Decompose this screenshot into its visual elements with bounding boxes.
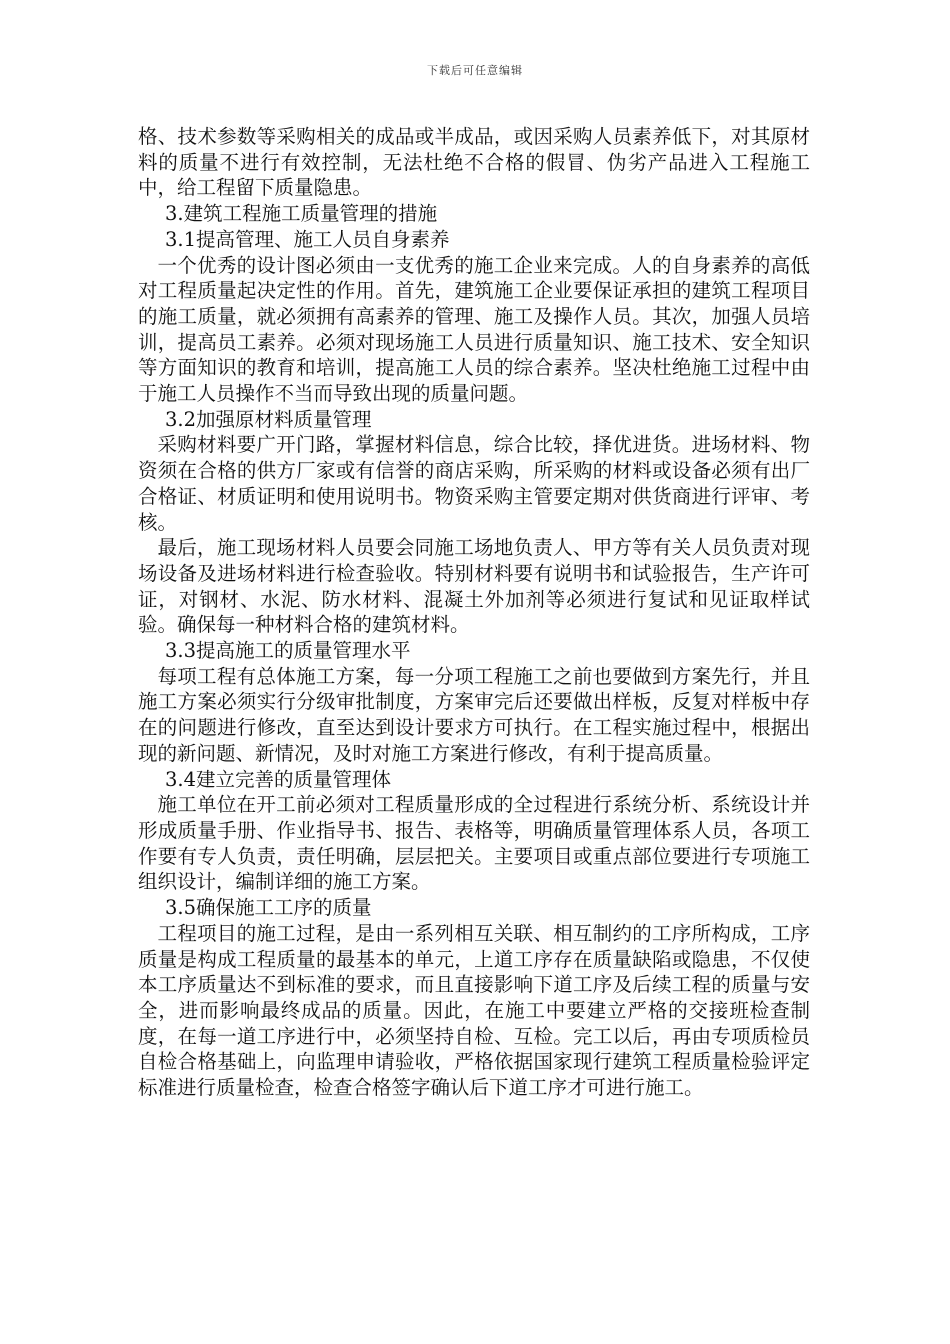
paragraph-3-2-a: 采购材料要广开门路，掌握材料信息，综合比较，择优进货。进场材料、物资须在合格的供方厂家或有信誉的商店采购，所采购的材料或设备必须有出厂合格证、材质证明和使用说明书。物资采购主管要定期对供货商进行评审、考核。 xyxy=(138,433,810,534)
section-heading-3: 3.建筑工程施工质量管理的措施 xyxy=(165,202,438,226)
paragraph-continued: 格、技术参数等采购相关的成品或半成品，或因采购人员素养低下，对其原材料的质量不进行有效控制，无法杜绝不合格的假冒、伪劣产品进入工程施工中，给工程留下质量隐患。 xyxy=(138,125,810,200)
section-heading-3-1: 3.1提高管理、施工人员自身素养 xyxy=(165,227,450,251)
section-heading-3-4: 3.4建立完善的质量管理体 xyxy=(165,767,392,791)
document-body xyxy=(138,124,810,1101)
paragraph-3-4: 施工单位在开工前必须对工程质量形成的全过程进行系统分析、系统设计并形成质量手册、作业指导书、报告、表格等，明确质量管理体系人员，各项工作要有专人负责，责任明确，层层把关。主要项目或重点部位要进行专项施工组织设计，编制详细的施工方案。 xyxy=(138,793,810,894)
paragraph-3-1: 一个优秀的设计图必须由一支优秀的施工企业来完成。人的自身素养的高低对工程质量起决定性的作用。首先，建筑施工企业要保证承担的建筑工程项目的施工质量，就必须拥有高素养的管理、施工及操作人员。其次，加强人员培训，提高员工素养。必须对现场施工人员进行质量知识、施工技术、安全知识等方面知识的教育和培训，提高施工人员的综合素养。坚决杜绝施工过程中由于施工人员操作不当而导致出现的质量问题。 xyxy=(138,253,810,406)
paragraph-3-3: 每项工程有总体施工方案，每一分项工程施工之前也要做到方案先行，并且施工方案必须实行分级审批制度，方案审完后还要做出样板，反复对样板中存在的问题进行修改，直至达到设计要求方可执行。在工程实施过程中，根据出现的新问题、新情况，及时对施工方案进行修改，有利于提高质量。 xyxy=(138,664,810,765)
paragraph-3-5: 工程项目的施工过程，是由一系列相互关联、相互制约的工序所构成，工序质量是构成工程质量的最基本的单元，上道工序存在质量缺陷或隐患，不仅使本工序质量达不到标准的要求，而且直接影响下道工序及后续工程的质量与安全，进而影响最终成品的质量。因此，在施工中要建立严格的交接班检查制度，在每一道工序进行中，必须坚持自检、互检。完工以后，再由专项质检员自检合格基础上，向监理申请验收，严格依据国家现行建筑工程质量检验评定标准进行质量检查，检查合格签字确认后下道工序才可进行施工。 xyxy=(138,921,810,1100)
section-heading-3-2: 3.2加强原材料质量管理 xyxy=(165,407,372,431)
section-heading-3-3: 3.3提高施工的质量管理水平 xyxy=(165,639,411,663)
paragraph-3-2-b: 最后，施工现场材料人员要会同施工场地负责人、甲方等有关人员负责对现场设备及进场材料进行检查验收。特别材料要有说明书和试验报告，生产许可证，对钢材、水泥、防水材料、混凝土外加剂等必须进行复试和见证取样试验。确保每一种材料合格的建筑材料。 xyxy=(138,536,810,637)
page-header: 下载后可任意编辑 xyxy=(427,64,523,77)
section-heading-3-5: 3.5确保施工工序的质量 xyxy=(165,896,372,920)
